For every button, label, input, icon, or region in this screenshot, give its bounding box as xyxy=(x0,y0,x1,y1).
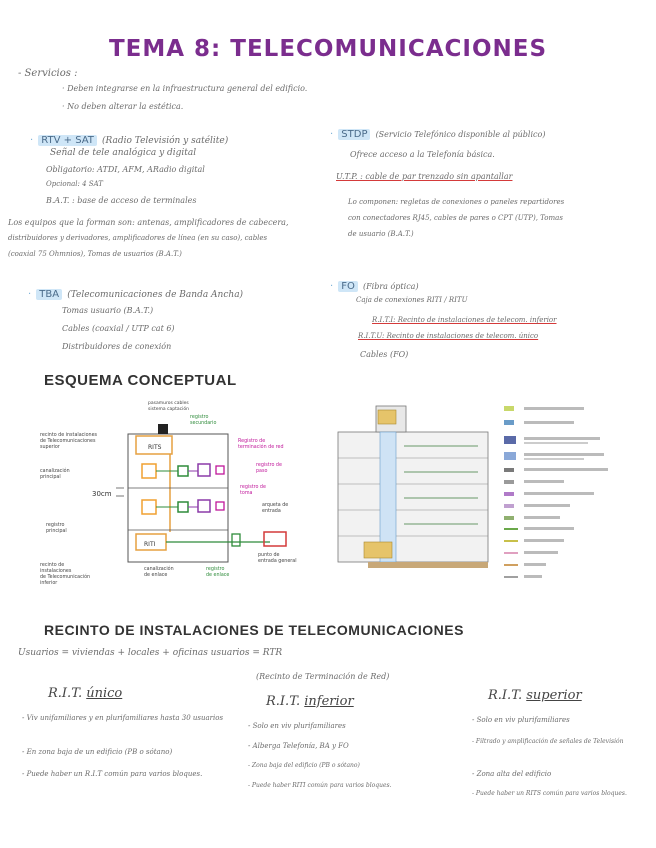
label-canal-principal: canalización xyxy=(40,469,70,474)
label-registro-terminacion: terminación de red xyxy=(238,445,284,450)
rit-superior-item: - Puede haber un RITS común para varios bloques. xyxy=(472,790,627,797)
rtv-paragraph-line: distribuidores y derivadores, amplificadores de línea (en su caso), cables xyxy=(8,234,268,242)
label-registro-principal: registro xyxy=(46,523,65,528)
stdp-utp: U.T.P. : cable de par trenzado sin apantallar xyxy=(336,172,513,181)
page-title: TEMA 8: TELECOMUNICACIONES xyxy=(108,36,548,62)
label-punto-entrada: punto de xyxy=(258,553,280,558)
rtv-heading-row: · RTV + SAT (Radio Televisión y satélite) xyxy=(30,135,229,146)
rit-inferior-title: R.I.T. inferior xyxy=(266,694,354,709)
label-riti-desc: recinto de xyxy=(40,563,65,568)
section-outline xyxy=(338,432,488,562)
arqueta-box xyxy=(264,532,286,546)
registro-paso-box xyxy=(216,466,224,474)
rtv-heading-note: (Radio Televisión y satélite) xyxy=(102,136,229,146)
label-registro-principal: principal xyxy=(46,529,67,534)
registro-box xyxy=(178,502,188,512)
building-section-diagram xyxy=(328,392,650,588)
label-rits-desc: de Telecomunicaciones xyxy=(40,439,96,444)
stdp-heading-row: · STDP (Servicio Telefónico disponible al público) xyxy=(330,129,546,140)
stdp-paragraph-line: con conectadores RJ45, cables de pares o CPT (UTP), Tomas xyxy=(348,214,563,222)
label-rits: RITS xyxy=(148,444,162,451)
fo-line: Cables (FO) xyxy=(360,350,409,359)
rit-inferior-item: - Solo en viv plurifamiliares xyxy=(248,722,346,730)
ground-strip xyxy=(368,562,488,568)
rit-unico-item: - Puede haber un R.I.T común para varios bloques. xyxy=(22,770,203,778)
rit-inferior-item: - Puede haber RITI común para varios bloques. xyxy=(248,782,392,789)
rit-superior-item: - Solo en viv plurifamiliares xyxy=(472,716,570,724)
label-canal-enlace: canalización xyxy=(144,567,174,572)
label-arqueta: entrada xyxy=(262,509,281,514)
label-riti-desc: de Telecomunicación xyxy=(40,575,91,580)
registro-box xyxy=(178,466,188,476)
rtv-paragraph-line: (coaxial 75 Ohmnios), Tomas de usuarios (B.A.T.) xyxy=(8,250,182,258)
tba-line: Cables (coaxial / UTP cat 6) xyxy=(62,324,175,333)
registro-terminacion-box xyxy=(198,500,210,512)
registro-secundario-box xyxy=(142,464,156,478)
label-registro-enlace: de enlace xyxy=(206,573,230,578)
esquema-heading: ESQUEMA CONCEPTUAL xyxy=(44,372,237,389)
stdp-heading: STDP xyxy=(338,129,370,140)
servicios-label: - Servicios : xyxy=(18,68,78,79)
tba-heading-row: · TBA (Telecomunicaciones de Banda Ancha) xyxy=(28,289,244,300)
tba-line: Tomas usuario (B.A.T.) xyxy=(62,306,154,315)
tba-line: Distribuidores de conexión xyxy=(62,342,172,351)
tba-heading: TBA xyxy=(36,289,62,300)
label-registro-toma: toma xyxy=(240,491,253,496)
label-canal-enlace: de enlace xyxy=(144,573,168,578)
rit-unico-title: R.I.T. único xyxy=(48,686,123,701)
label-riti: RITI xyxy=(144,541,156,548)
fo-line: Caja de conexiones RITI / RITU xyxy=(356,296,468,304)
fo-heading-note: (Fibra óptica) xyxy=(363,282,419,291)
rtv-line: Señal de tele analógica y digital xyxy=(50,148,197,158)
riti-room xyxy=(364,542,392,558)
fo-line: R.I.T.I: Recinto de instalaciones de telecom. inferior xyxy=(372,316,557,324)
label-pasamuros: sistema captación xyxy=(148,407,189,412)
label-height: 30cm xyxy=(92,490,112,498)
rtv-bat: B.A.T. : base de acceso de terminales xyxy=(46,196,197,205)
recinto-rtr-note: (Recinto de Terminación de Red) xyxy=(256,672,390,681)
rtv-line: Obligatorio: ATDI, AFM, ARadio digital xyxy=(46,165,205,174)
recinto-usuarios: Usuarios = viviendas + locales + oficinas usuarios = RTR xyxy=(18,648,283,658)
rits-room xyxy=(378,410,396,424)
label-canal-principal: principal xyxy=(40,475,61,480)
fo-heading: FO xyxy=(338,281,358,292)
label-punto-entrada: entrada general xyxy=(258,559,297,564)
fo-heading-row: · FO (Fibra óptica) xyxy=(330,281,419,292)
tba-heading-note: (Telecomunicaciones de Banda Ancha) xyxy=(67,290,244,300)
recinto-heading: RECINTO DE INSTALACIONES DE TELECOMUNICACIONES xyxy=(44,622,464,638)
label-registro-toma: registro de xyxy=(240,485,266,490)
rtv-paragraph-line: Los equipos que la forman son: antenas, amplificadores de cabecera, xyxy=(8,218,289,227)
registro-enlace-box xyxy=(232,534,240,546)
label-riti-desc: instalaciones xyxy=(40,569,72,574)
servicios-item: · Deben integrarse en la infraestructura general del edificio. xyxy=(62,84,308,93)
stdp-heading-note: (Servicio Telefónico disponible al público) xyxy=(375,130,546,139)
pasamuros-box xyxy=(158,424,168,434)
rit-inferior-item: - Zona baja del edificio (PB o sótano) xyxy=(248,762,360,769)
stdp-line: Ofrece acceso a la Telefonía básica. xyxy=(350,150,495,159)
rit-unico-item: - En zona baja de un edificio (PB o sótano) xyxy=(22,748,173,756)
rit-inferior-item: - Alberga Telefonía, BA y FO xyxy=(248,742,349,750)
label-registro-enlace: registro xyxy=(206,567,225,572)
label-registro-terminacion: Registro de xyxy=(238,439,266,444)
stdp-paragraph-line: Lo componen: regletas de conexiones o paneles repartidores xyxy=(348,198,565,206)
label-rits-desc: recinto de instalaciones xyxy=(40,433,98,438)
label-registro-secundario: secundario xyxy=(190,421,217,426)
rit-superior-item: - Zona alta del edificio xyxy=(472,770,552,778)
label-pasamuros: pasamuros cables xyxy=(148,401,189,406)
label-arqueta: arqueta de xyxy=(262,503,289,508)
label-registro-paso: registro de xyxy=(256,463,282,468)
registro-secundario-box xyxy=(142,500,156,514)
label-registro-paso: paso xyxy=(256,469,268,474)
esquema-diagram xyxy=(0,392,322,602)
registro-toma-box xyxy=(216,502,224,510)
label-riti-desc: inferior xyxy=(40,581,58,586)
rtv-line: Opcional: 4 SAT xyxy=(46,180,103,188)
rtv-heading: RTV + SAT xyxy=(38,135,97,146)
rit-unico-item: - Viv unifamiliares y en plurifamiliares hasta 30 usuarios xyxy=(22,714,224,722)
servicios-item: · No deben alterar la estética. xyxy=(62,102,184,111)
rit-superior-title: R.I.T. superior xyxy=(488,688,582,703)
fo-line: R.I.T.U: Recinto de instalaciones de telecom. único xyxy=(358,332,539,340)
label-rits-desc: superior xyxy=(40,445,60,450)
registro-terminacion-box xyxy=(198,464,210,476)
label-registro-secundario: registro xyxy=(190,415,209,420)
rit-superior-item: - Filtrado y amplificación de señales de Televisión xyxy=(472,738,624,745)
stdp-paragraph-line: de usuario (B.A.T.) xyxy=(348,230,414,238)
